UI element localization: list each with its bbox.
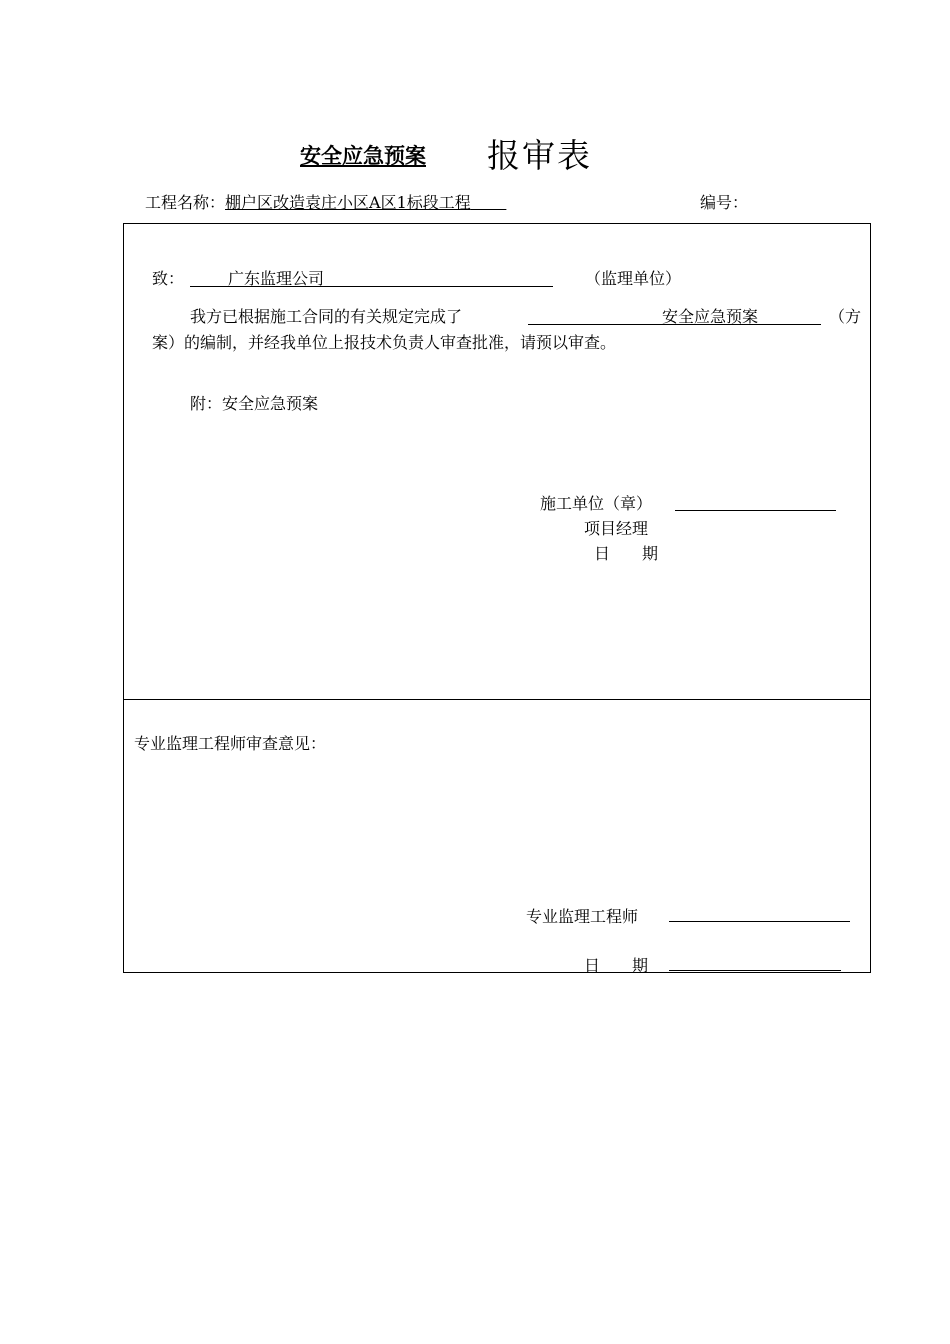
to-value: 广东监理公司 <box>228 269 325 288</box>
review-opinion-label: 专业监理工程师审查意见： <box>134 734 327 753</box>
to-label: 致： <box>152 269 185 288</box>
contractor-unit-line <box>675 491 836 511</box>
review-date-line <box>669 951 841 971</box>
form-title-suffix: 报审表 <box>487 136 592 175</box>
engineer-label: 专业监理工程师 <box>526 907 639 926</box>
body-prefix: 我方已根据施工合同的有关规定完成了 <box>190 307 463 326</box>
review-date-label: 日 期 <box>584 956 649 975</box>
body-line2: 案）的编制，并经我单位上报技术负责人审查批准，请预以审查。 <box>152 333 617 352</box>
form-title: 安全应急预案 <box>300 144 426 168</box>
body-suffix: （方 <box>829 307 862 326</box>
to-field <box>190 266 553 287</box>
project-manager-label: 项目经理 <box>584 519 649 538</box>
project-name-label: 工程名称： <box>145 193 226 212</box>
date-label: 日 期 <box>594 544 659 563</box>
engineer-signature-line <box>669 902 850 922</box>
project-name-value: 棚户区改造袁庄小区A区1标段工程 <box>225 193 471 212</box>
project-name-row <box>145 190 506 213</box>
body-item-field <box>528 304 821 325</box>
to-role: （监理单位） <box>585 269 682 288</box>
number-label: 编号： <box>700 193 749 212</box>
contractor-unit-label: 施工单位（章） <box>540 494 653 513</box>
attachment-line: 附：安全应急预案 <box>190 394 319 413</box>
section-divider <box>124 699 870 700</box>
body-item: 安全应急预案 <box>662 307 759 326</box>
